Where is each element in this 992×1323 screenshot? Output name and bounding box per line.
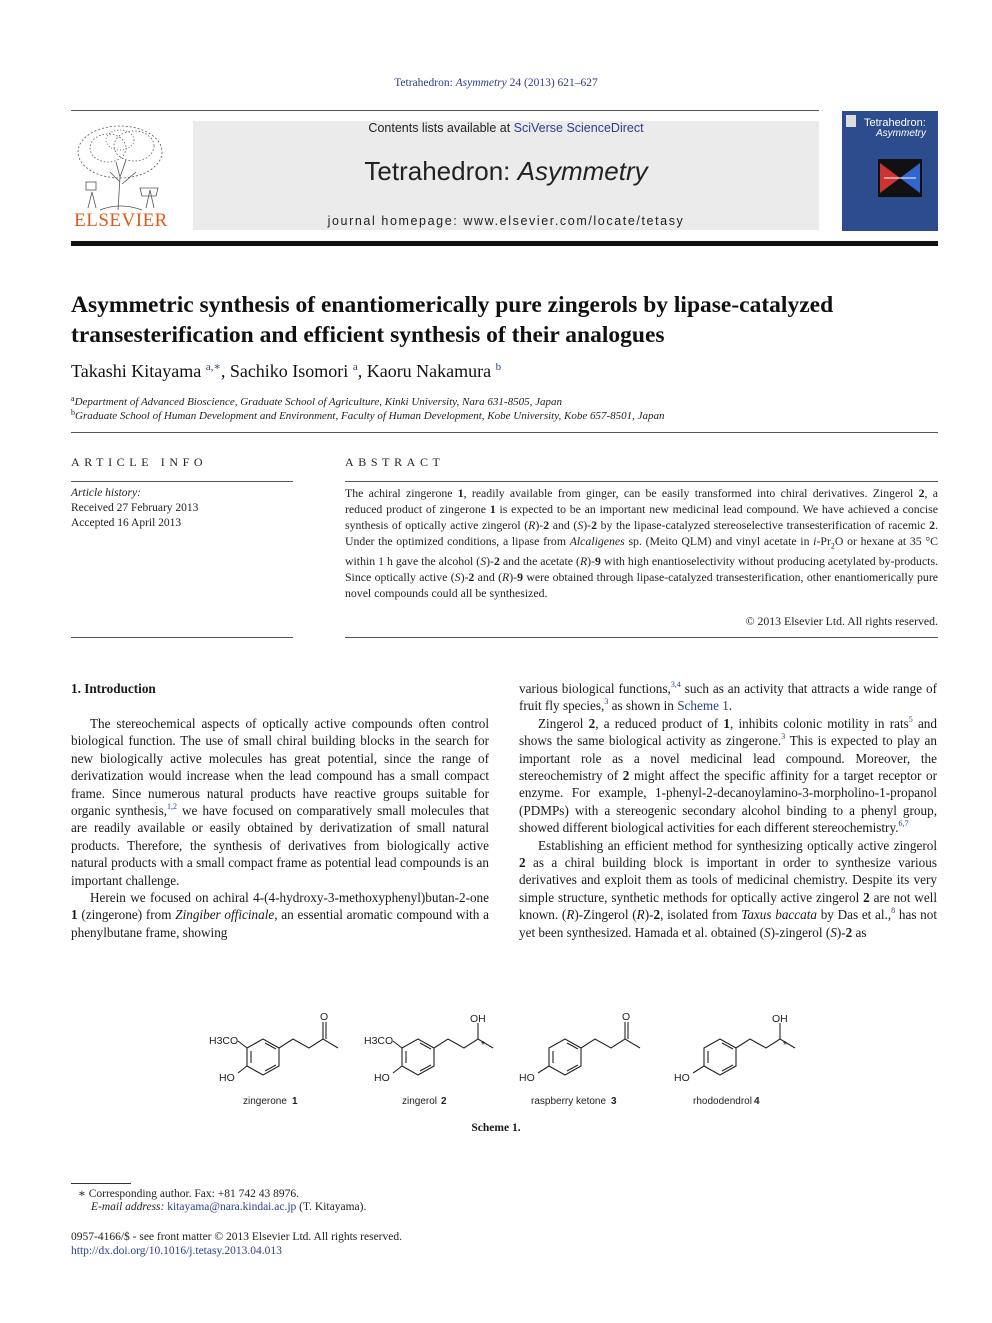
body-column-left: The stereochemical aspects of optically active compounds often control biological function. The use of small chiral building blocks in the search for new biologically active molecules has great potential, since the range of derivatization would increase when the lead compound has a small compact frame. Since numerous natural products have reactive groups suitable for organic synthesis,$^{1,2}$ we have focused on comparatively small molecules that are readily available or easily obtained by derivatization of small natural products. Therefore, the synthesis of derivatives from biologically active natural products with a small compact frame as potential lead compounds is an important challenge. Herein we focused on achiral 4-(4-hydroxy-3-methoxyphenyl)butan-2-one 1 (zingerone) from Zingiber officinale, an essential aromatic compound with a phenylbutane frame, showing (71, 716, 489, 940)
svg-text:OH: OH (772, 1013, 788, 1025)
sciencedirect-link[interactable]: SciVerse ScienceDirect (513, 121, 644, 135)
footnote-rule (71, 1183, 131, 1184)
article-title: Asymmetric synthesis of enantiomerically pure zingerols by lipase-catalyzed transesterification and efficient synthesis of their analogues (71, 292, 834, 348)
email-link[interactable]: kitayama@nara.kindai.ac.jp (167, 1201, 297, 1213)
article-info-rule (71, 481, 293, 482)
affiliation-a: $^a$Department of Advanced Bioscience, Graduate School of Agriculture, Kinki University, Nara 631-8505, Japan (71, 394, 562, 408)
svg-text:O: O (320, 1011, 329, 1023)
svg-text:HO: HO (674, 1072, 690, 1084)
svg-text:H3CO: H3CO (209, 1035, 239, 1047)
svg-text:1: 1 (292, 1096, 298, 1107)
doi-link[interactable]: http://dx.doi.org/10.1016/j.tetasy.2013.04.013 (71, 1245, 282, 1257)
cover-elsevier-icon (846, 115, 856, 127)
svg-text:O: O (622, 1011, 631, 1023)
header-thick-rule (71, 241, 938, 246)
journal-cover[interactable] (842, 111, 938, 231)
svg-text:HO: HO (519, 1072, 535, 1084)
author-name[interactable]: Sachiko Isomori (229, 361, 349, 381)
svg-text:zingerol: zingerol (402, 1096, 438, 1107)
article-info-bottom-rule (71, 637, 293, 638)
svg-text:HO: HO (219, 1072, 235, 1084)
svg-text:zingerone: zingerone (243, 1096, 287, 1107)
contents-line: Contents lists available at SciVerse ScienceDirect (368, 121, 644, 135)
svg-text:2: 2 (441, 1096, 447, 1107)
cover-artwork-icon (878, 159, 922, 197)
scheme-link[interactable]: Scheme 1 (677, 698, 729, 714)
svg-text:3: 3 (611, 1096, 617, 1107)
header-rule (71, 110, 819, 111)
article-history: Article history: Received 27 February 2013 Accepted 16 April 2013 (71, 487, 199, 529)
cover-title: Tetrahedron: (864, 117, 926, 129)
author-name[interactable]: Kaoru Nakamura (366, 361, 492, 381)
svg-text:*: * (481, 1039, 486, 1051)
abstract-heading: ABSTRACT (345, 455, 445, 469)
svg-text:OH: OH (470, 1013, 486, 1025)
abstract-bottom-rule (345, 637, 938, 638)
structure-zingerol (364, 1013, 493, 1107)
scheme-caption: Scheme 1. (471, 1122, 521, 1134)
issn-line: 0957-4166/$ - see front matter © 2013 Elsevier Ltd. All rights reserved. (71, 1231, 402, 1243)
abstract-copyright: © 2013 Elsevier Ltd. All rights reserved. (745, 614, 938, 628)
structure-raspberry-ketone (519, 1011, 640, 1107)
journal-title: Tetrahedron: Asymmetry (364, 156, 648, 186)
cover-subtitle: Asymmetry (876, 128, 926, 139)
elsevier-logo (70, 122, 172, 232)
article-info-heading: ARTICLE INFO (71, 455, 208, 469)
affiliation-rule (71, 432, 938, 433)
affiliation-b: $^b$Graduate School of Human Development and Environment, Faculty of Human Development, Kobe University, Kobe 657-8501, Japan (71, 408, 665, 422)
tree-icon (70, 122, 172, 212)
svg-text:4: 4 (754, 1096, 760, 1107)
svg-text:H3CO: H3CO (364, 1035, 394, 1047)
scheme-1-structures (195, 1008, 815, 1118)
svg-text:HO: HO (374, 1072, 390, 1084)
abstract-text: The achiral zingerone 1, readily available from ginger, can be easily transformed into chiral derivatives. Zingerol 2, a reduced product of zingerone 1 is expected to be an important new medicinal lead compound. We have achieved a concise synthesis of optically active zingerol (R)-2 and (S)-2 by the lipase-catalyzed stereoselective transesterification of racemic 2. Under the optimized conditions, a lipase from Alcaligenes sp. (Meito QLM) and vinyl acetate in $i-Pr_2O$ or hexane at 35 °C within 1 h gave the alcohol (S)-2 and the acetate (R)-9 with high enantioselectivity without producing acetylated by-products. Since optically active (S)-2 and (R)-9 were obtained through lipase-catalyzed transesterification, other enantiomerically pure novel compounds could all be synthesized. (345, 486, 939, 600)
svg-text:raspberry ketone: raspberry ketone (531, 1096, 607, 1107)
author-list: Takashi Kitayama $^{a,∗}$, Sachiko Isomori $^a$, Kaoru Nakamura $^b$ (71, 361, 502, 381)
introduction-heading: 1. Introduction (71, 681, 156, 696)
journal-citation[interactable]: Tetrahedron: Asymmetry 24 (2013) 621–627 (394, 77, 598, 89)
email-note: E-mail address: kitayama@nara.kindai.ac.jp (T. Kitayama). (91, 1201, 367, 1213)
structure-rhododendrol (674, 1013, 795, 1107)
structure-zingerone (209, 1011, 338, 1107)
body-column-right: various biological functions,$^{3,4}$ such as an activity that attracts a wide range of fruit fly species,$^3$ as shown in Scheme 1. Zingerol 2, a reduced product of 1, inhibits colonic motility in rats$^5$ and shows the same biological activity as zingerone.$^3$ This is expected to play an important role as a novel medicinal lead compound. Moreover, the stereochemistry of 2 might affect the specific affinity for a target receptor or enzyme. For example, 1-phenyl-2-decanoylamino-3-morpholino-1-propanol (PDMPs) with a stereogenic secondary alcohol binding to a phenyl group, showed different biological activities for each different stereochemistry.$^{6,7}$ Establishing an efficient method for synthesizing optically active zingerol 2 as a chiral building block is important in order to synthesize various derivatives and exploit them as tools of medicinal chemistry. Despite its very simple structure, synthetic methods for optically active zingerol 2 are not well known. (R)-Zingerol (R)-2, isolated from Taxus baccata by Das et al.,$^8$ has not yet been synthesized. Hamada et al. obtained (S)-zingerol (S)-2 as (519, 680, 938, 940)
corresponding-author-note: ∗ Corresponding author. Fax: +81 742 43 8976. (78, 1188, 299, 1200)
abstract-rule (345, 481, 938, 482)
doi-line (71, 1245, 571, 1257)
svg-text:rhododendrol: rhododendrol (693, 1096, 752, 1107)
author-name[interactable]: Takashi Kitayama (71, 361, 202, 381)
journal-homepage[interactable]: journal homepage: www.elsevier.com/locate/tetasy (327, 214, 685, 228)
svg-text:*: * (783, 1039, 788, 1051)
publisher-logo-text: ELSEVIER (74, 210, 168, 231)
